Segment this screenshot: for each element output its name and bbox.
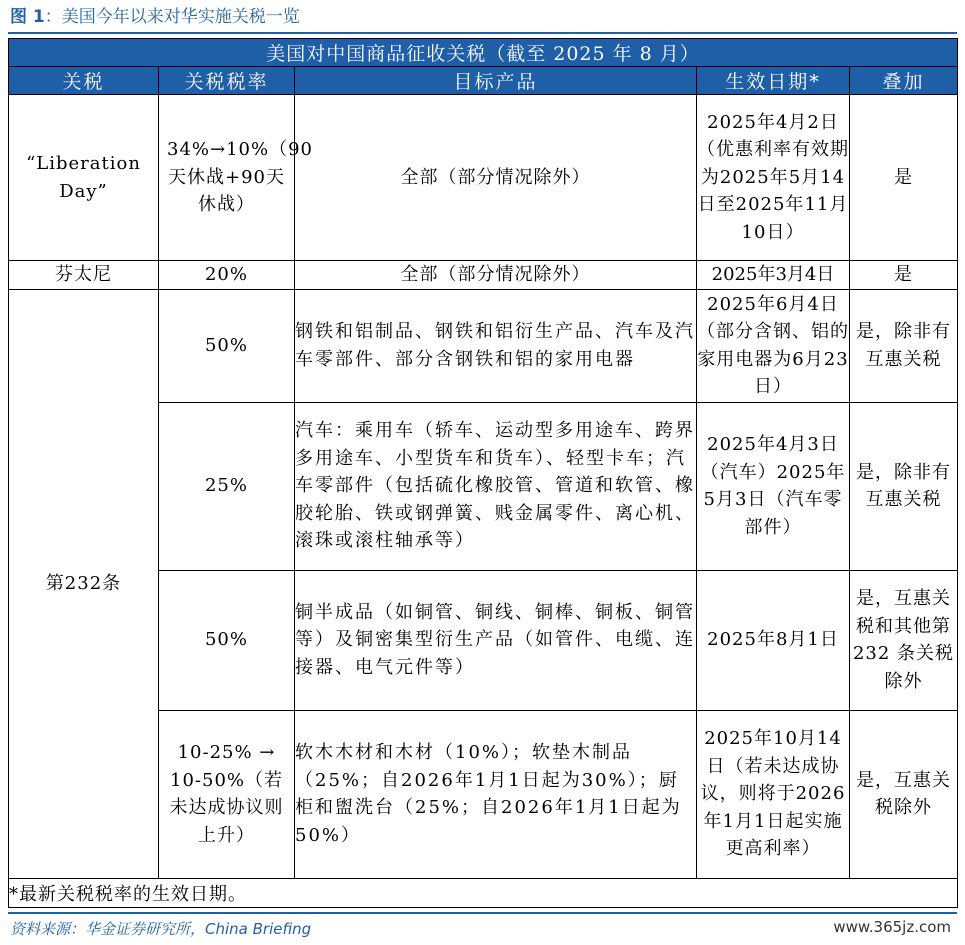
header-stack: 叠加 — [850, 67, 958, 95]
tariff-table — [8, 38, 958, 908]
cell-tariff: “Liberation Day” — [9, 95, 159, 261]
figure-caption: ：美国今年以来对华实施关税一览 — [44, 7, 300, 27]
cell-rate: 10-25% → 10-50%（若未达成协议则上升） — [159, 710, 295, 878]
cell-rate: 50% — [159, 570, 295, 710]
top-rule — [8, 32, 957, 34]
cell-stack: 是 — [850, 261, 958, 290]
cell-rate: 50% — [159, 289, 295, 402]
bottom-rule — [8, 912, 957, 914]
cell-products: 钢铁和铝制品、钢铁和铝衍生产品、汽车及汽车零部件、部分含钢铁和铝的家用电器 — [295, 289, 697, 402]
cell-date: 2025年4月2日（优惠利率有效期为2025年5月14日至2025年11月10日） — [697, 95, 850, 261]
table-banner: 美国对中国商品征收关税（截至 2025 年 8 月） — [9, 39, 958, 67]
cell-stack: 是，互惠关税除外 — [850, 710, 958, 878]
source-note: 资料来源：华金证券研究所，China Briefing — [10, 920, 312, 938]
header-tariff: 关税 — [9, 67, 159, 95]
cell-products: 软木木材和木材（10%）；软垫木制品（25%；自2026年1月1日起为30%）；厨柜和盥洗台（25%；自2026年1月1日起为50%） — [295, 710, 697, 878]
cell-products: 全部（部分情况除外） — [295, 261, 697, 290]
cell-stack: 是，除非有互惠关税 — [850, 402, 958, 570]
cell-tariff: 第232条 — [9, 289, 159, 878]
cell-rate: 25% — [159, 402, 295, 570]
cell-date: 2025年8月1日 — [697, 570, 850, 710]
cell-products: 全部（部分情况除外） — [295, 95, 697, 261]
header-date: 生效日期* — [697, 67, 850, 95]
cell-rate: 34%→10%（90天休战+90天休战） — [159, 95, 295, 261]
cell-products: 汽车：乘用车（轿车、运动型多用途车、跨界多用途车、小型货车和货车）、轻型卡车；汽车零部件（包括硫化橡胶管、管道和软管、橡胶轮胎、铁或钢弹簧、贱金属零件、离心机、滚珠或滚柱轴承等） — [295, 402, 697, 570]
figure-title — [10, 4, 300, 30]
cell-tariff: 芬太尼 — [9, 261, 159, 290]
cell-products: 铜半成品（如铜管、铜线、铜棒、铜板、铜管等）及铜密集型衍生产品（如管件、电缆、连接器、电气元件等） — [295, 570, 697, 710]
header-rate: 关税税率 — [159, 67, 295, 95]
table-row — [9, 95, 958, 261]
cell-date: 2025年4月3日（汽车）2025年5月3日（汽车零部件） — [697, 402, 850, 570]
cell-rate: 20% — [159, 261, 295, 290]
watermark: www.365jz.com — [833, 918, 951, 936]
header-products: 目标产品 — [295, 67, 697, 95]
table-footnote: *最新关税税率的生效日期。 — [9, 878, 958, 907]
table-row — [9, 261, 958, 290]
cell-date: 2025年10月14日（若未达成协议，则将于2026年1月1日起实施更高利率） — [697, 710, 850, 878]
cell-stack: 是，互惠关税和其他第 232 条关税除外 — [850, 570, 958, 710]
cell-stack: 是，除非有互惠关税 — [850, 289, 958, 402]
figure-label: 图 1 — [10, 7, 45, 27]
cell-date: 2025年6月4日（部分含钢、铝的家用电器为6月23日） — [697, 289, 850, 402]
table-row — [9, 289, 958, 402]
cell-stack: 是 — [850, 95, 958, 261]
cell-date: 2025年3月4日 — [697, 261, 850, 290]
